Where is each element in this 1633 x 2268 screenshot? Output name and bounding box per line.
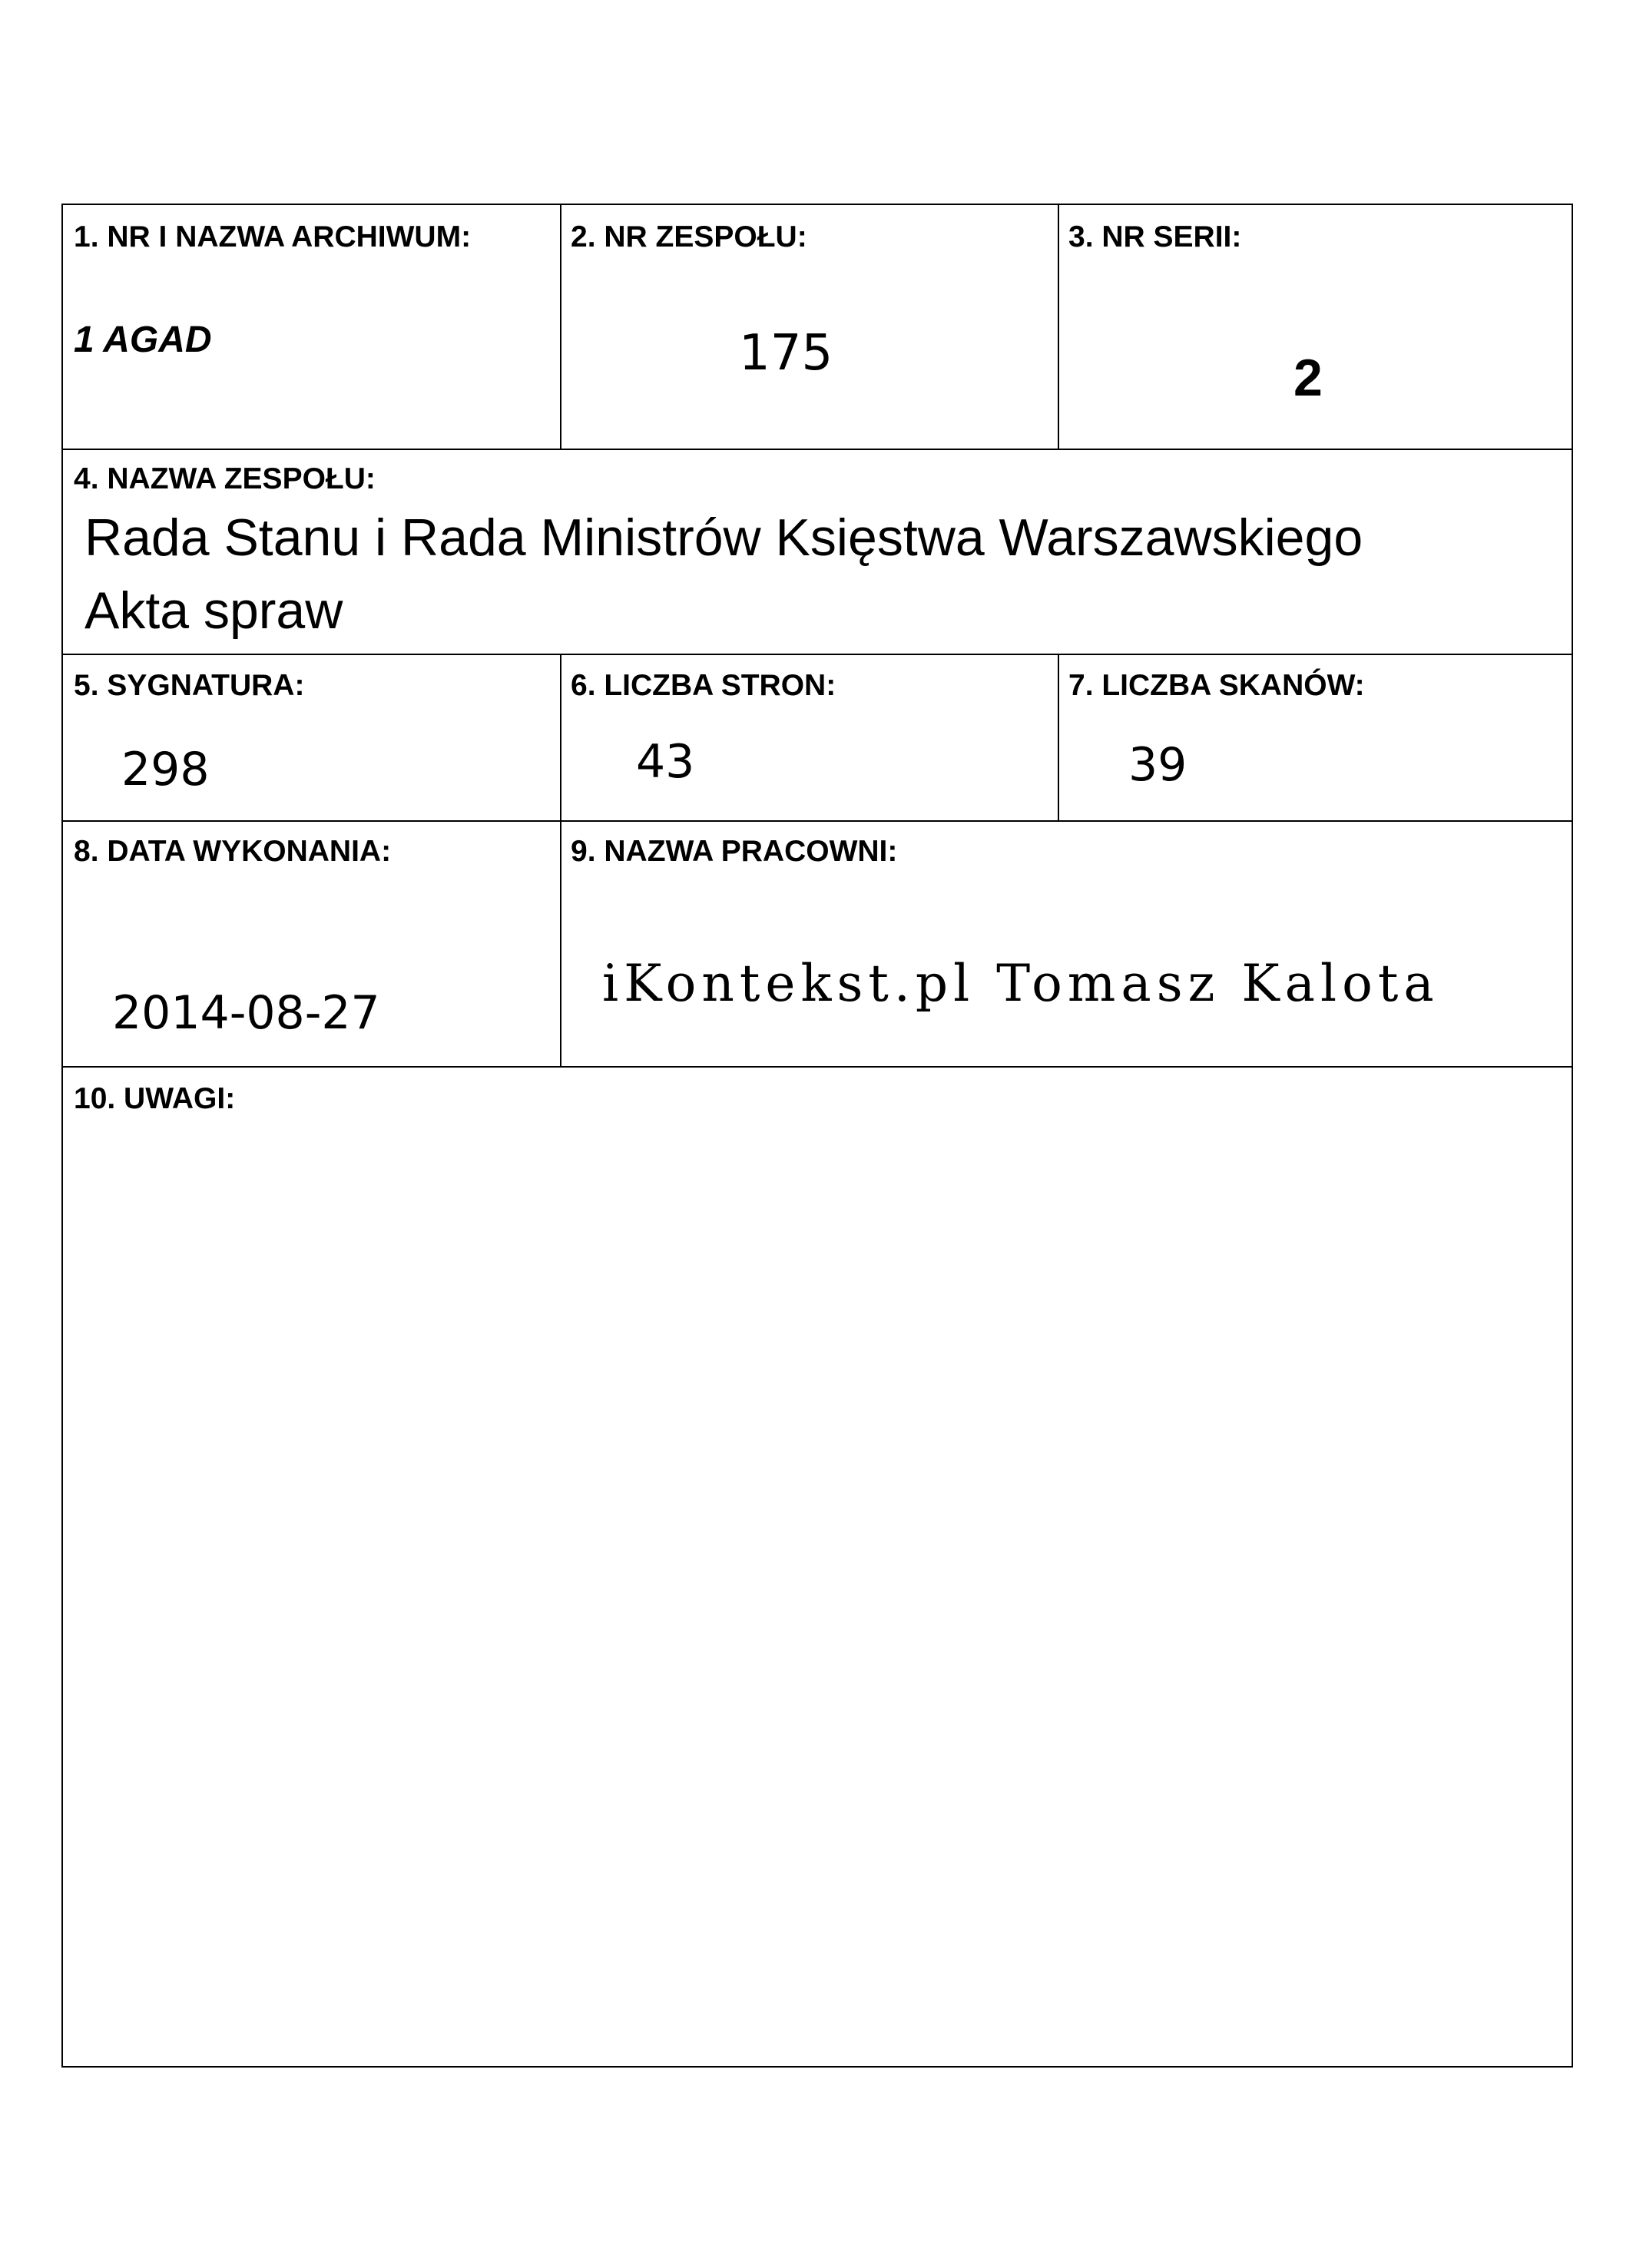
notes-label: 10. UWAGI:	[74, 1082, 236, 1115]
workshop-label: 9. NAZWA PRACOWNI:	[571, 835, 898, 868]
series-number-value: 2	[1293, 349, 1323, 407]
date-made-label: 8. DATA WYKONANIA:	[74, 835, 392, 868]
scans-count-value: 39	[1128, 738, 1187, 792]
scans-count-label: 7. LICZBA SKANÓW:	[1068, 669, 1365, 702]
fonds-name-line1: Rada Stanu i Rada Ministrów Księstwa Warszawskiego	[84, 508, 1363, 567]
fonds-number-label: 2. NR ZESPOŁU:	[571, 220, 807, 253]
fonds-name-label: 4. NAZWA ZESPOŁU:	[74, 462, 376, 495]
column-divider	[1058, 654, 1059, 820]
archive-label: 1. NR I NAZWA ARCHIWUM:	[74, 220, 472, 253]
date-made-value: 2014-08-27	[112, 986, 380, 1040]
row-divider	[63, 1066, 1572, 1068]
column-divider	[560, 820, 561, 1066]
signature-value: 298	[121, 743, 210, 796]
series-number-label: 3. NR SERII:	[1068, 220, 1242, 253]
column-divider	[560, 205, 561, 449]
column-divider	[1058, 205, 1059, 449]
workshop-value: iKontekst.pl Tomasz Kalota	[602, 954, 1439, 1013]
row-divider	[63, 449, 1572, 450]
column-divider	[560, 654, 561, 820]
pages-count-label: 6. LICZBA STRON:	[571, 669, 836, 702]
row-divider	[63, 820, 1572, 822]
fonds-name-line2: Akta spraw	[84, 581, 343, 640]
pages-count-value: 43	[636, 735, 695, 789]
fonds-number-value: 175	[739, 325, 833, 382]
signature-label: 5. SYGNATURA:	[74, 669, 305, 702]
archive-metadata-form	[61, 204, 1573, 2068]
archive-value: 1 AGAD	[74, 320, 212, 360]
row-divider	[63, 654, 1572, 655]
